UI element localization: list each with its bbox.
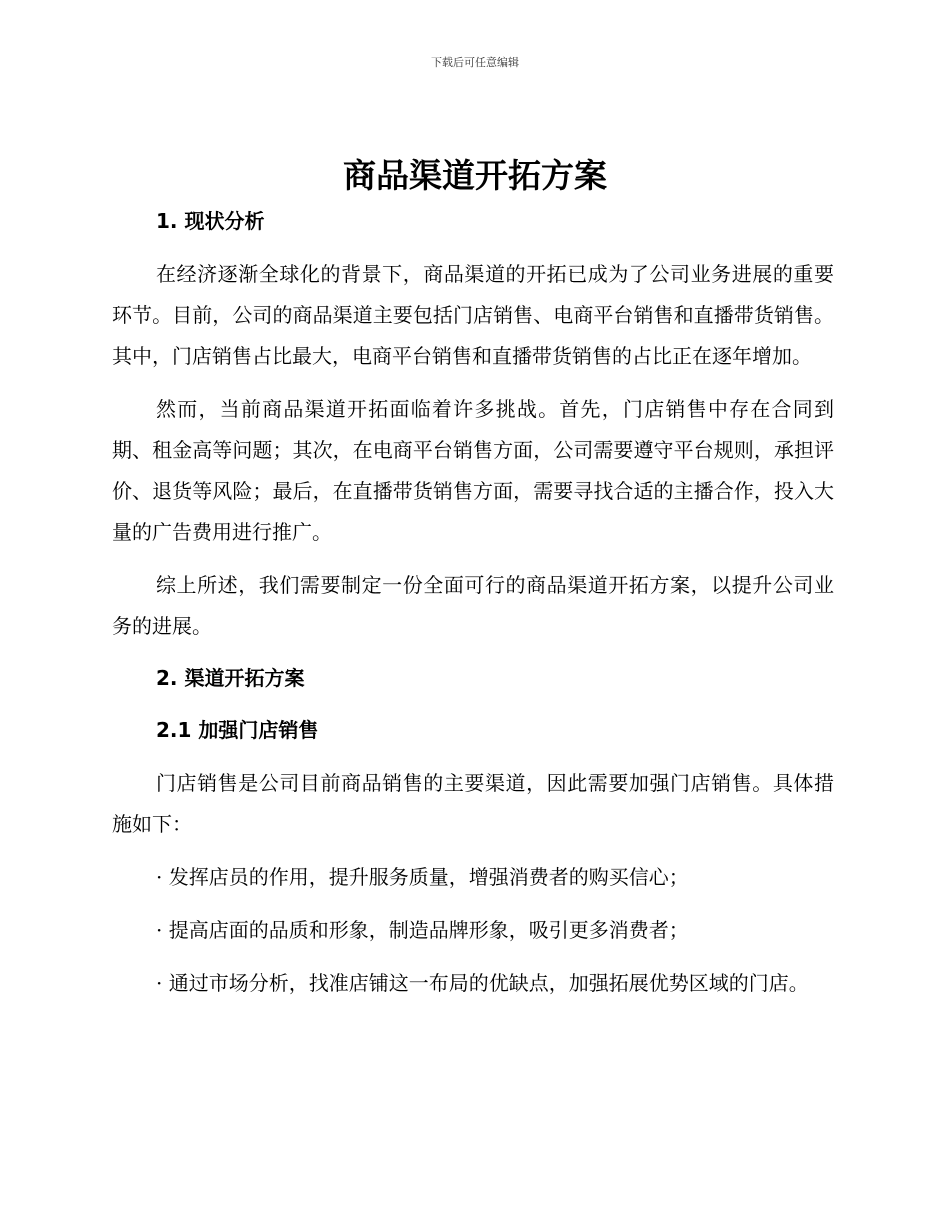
- subsection-heading-store-sales: 2.1 加强门店销售: [156, 718, 319, 742]
- paragraph: 然而，当前商品渠道开拓面临着许多挑战。首先，门店销售中存在合同到期、租金高等问题；其次，在电商平台销售方面，公司需要遵守平台规则，承担评价、退货等风险；最后，在直播带货销售方面，需要寻找合适的主播合作，投入大量的广告费用进行推广。: [112, 397, 834, 544]
- page-header-note: 下载后可任意编辑: [431, 56, 519, 69]
- section-heading-channel-plan: 2. 渠道开拓方案: [156, 666, 305, 690]
- paragraph: 综上所述，我们需要制定一份全面可行的商品渠道开拓方案，以提升公司业务的进展。: [112, 573, 834, 638]
- list-item: · 提高店面的品质和形象，制造品牌形象，吸引更多消费者；: [156, 918, 689, 942]
- document-body: [112, 202, 834, 1016]
- list-item: · 通过市场分析，找准店铺这一布局的优缺点，加强拓展优势区域的门店。: [156, 971, 809, 995]
- list-item: · 发挥店员的作用，提升服务质量，增强消费者的购买信心；: [156, 865, 689, 889]
- paragraph: 在经济逐渐全球化的背景下，商品渠道的开拓已成为了公司业务进展的重要环节。目前，公司的商品渠道主要包括门店销售、电商平台销售和直播带货销售。其中，门店销售占比最大，电商平台销售和直播带货销售的占比正在逐年增加。: [112, 262, 834, 368]
- paragraph: 门店销售是公司目前商品销售的主要渠道，因此需要加强门店销售。具体措施如下：: [112, 771, 834, 836]
- section-heading-status-analysis: 1. 现状分析: [156, 209, 265, 233]
- document-title: 商品渠道开拓方案: [343, 156, 607, 195]
